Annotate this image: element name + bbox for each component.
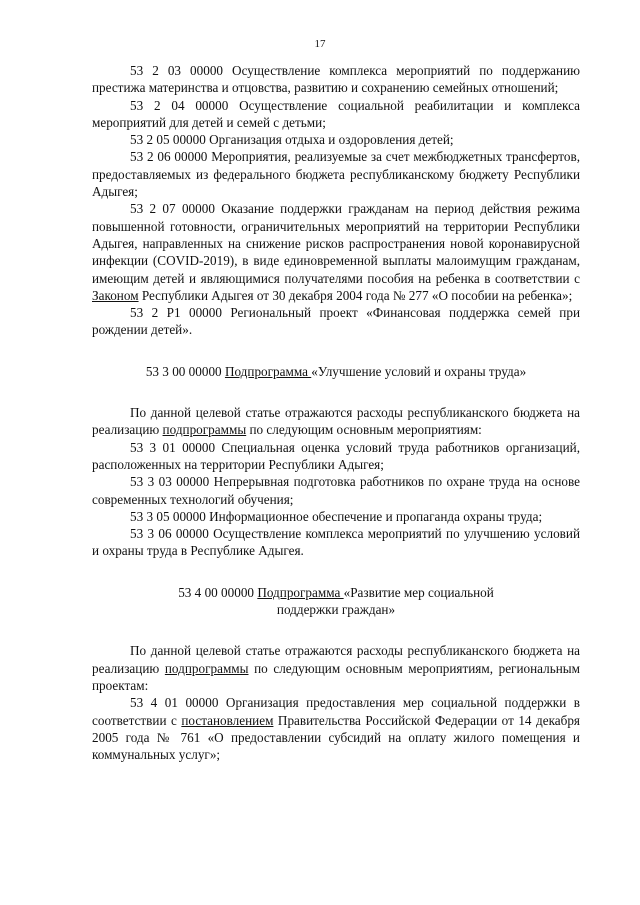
paragraph-item: 53 3 06 00000 Осуществление комплекса мероприятий по улучшению условий и охраны труда в Республике Адыгея. — [92, 526, 580, 559]
paragraph-text: По данной целевой статье отражаются расходы республиканского бюджета на реализацию — [92, 643, 580, 676]
decree-link[interactable]: постановлением — [181, 712, 274, 728]
paragraph-text: Правительства Российской Федерации от 14 декабря 2005 года № 761 «О предоставлении субсидий на оплату жилого помещения и коммунальных услуг»; — [92, 712, 580, 763]
paragraph-text: Республики Адыгея от 30 декабря 2004 года № 277 «О пособии на ребенка»; — [138, 287, 573, 303]
spacer — [92, 618, 580, 642]
paragraph-item — [92, 200, 580, 304]
paragraph-text: По данной целевой статье отражаются расходы республиканского бюджета на реализацию — [92, 405, 580, 438]
paragraph-text: 53 2 07 00000 Оказание поддержки гражданам на период действия режима повышенной готовности, ограничительных мероприятий на территории Республики Адыгея, направленных на снижение рисков распространения новой коронавирусной инфекции (COVID-2019), в виде единовременной выплаты малоимущим гражданам, имеющим детей и являющимися получателями пособия на ребенка в соответствии с — [92, 201, 580, 286]
subprogram-link[interactable]: подпрограммы — [162, 422, 247, 438]
paragraph-item: 53 3 01 00000 Специальная оценка условий труда работников организаций, расположенных на территории Республики Адыгея; — [92, 439, 580, 472]
spacer — [92, 560, 580, 584]
heading-title: «Улучшение условий и охраны труда» — [311, 363, 527, 379]
heading-code: 53 3 00 00000 — [145, 363, 225, 379]
paragraph-item: 53 2 06 00000 Мероприятия, реализуемые за счет межбюджетных трансфертов, предоставляемых из федерального бюджета республиканскому бюджету Республики Адыгея; — [92, 149, 580, 200]
paragraph-intro — [92, 642, 580, 694]
law-link[interactable]: Законом — [92, 287, 139, 303]
spacer — [92, 339, 580, 363]
paragraph-text: 53 4 01 00000 Организация предоставления мер социальной поддержки в соответствии с — [92, 695, 580, 728]
subprogram-link[interactable]: Подпрограмма — [224, 363, 312, 379]
document-body — [92, 62, 580, 763]
paragraph-item: 53 2 Р1 00000 Региональный проект «Финансовая поддержка семей при рождении детей». — [92, 305, 580, 338]
page-number: 17 — [314, 38, 326, 50]
heading-title: поддержки граждан» — [276, 602, 396, 618]
paragraph-item: 53 3 03 00000 Непрерывная подготовка работников по охране труда на основе современных технологий обучения; — [92, 474, 580, 507]
paragraph-text: по следующим основным мероприятиям: — [246, 422, 482, 438]
paragraph-intro — [92, 404, 580, 439]
heading-code: 53 4 00 00000 — [178, 584, 258, 600]
paragraph-item: 53 2 03 00000 Осуществление комплекса мероприятий по поддержанию престижа материнства и отцовства, развитию и сохранению семейных отношений; — [92, 63, 580, 96]
spacer — [92, 380, 580, 404]
section-heading — [92, 584, 580, 619]
paragraph-text: по следующим основным мероприятиям, региональным проектам: — [92, 660, 580, 693]
subprogram-link[interactable]: подпрограммы — [164, 660, 249, 676]
paragraph-item: 53 2 04 00000 Осуществление социальной реабилитации и комплекса мероприятий для детей и семей с детьми; — [92, 97, 580, 130]
subprogram-link[interactable]: Подпрограмма — [257, 584, 344, 600]
heading-title: «Развитие мер социальной — [343, 584, 494, 600]
paragraph-item: 53 3 05 00000 Информационное обеспечение и пропаганда охраны труда; — [130, 508, 543, 524]
section-heading — [92, 363, 580, 380]
paragraph-item — [92, 694, 580, 763]
paragraph-item: 53 2 05 00000 Организация отдыха и оздоровления детей; — [130, 132, 454, 148]
